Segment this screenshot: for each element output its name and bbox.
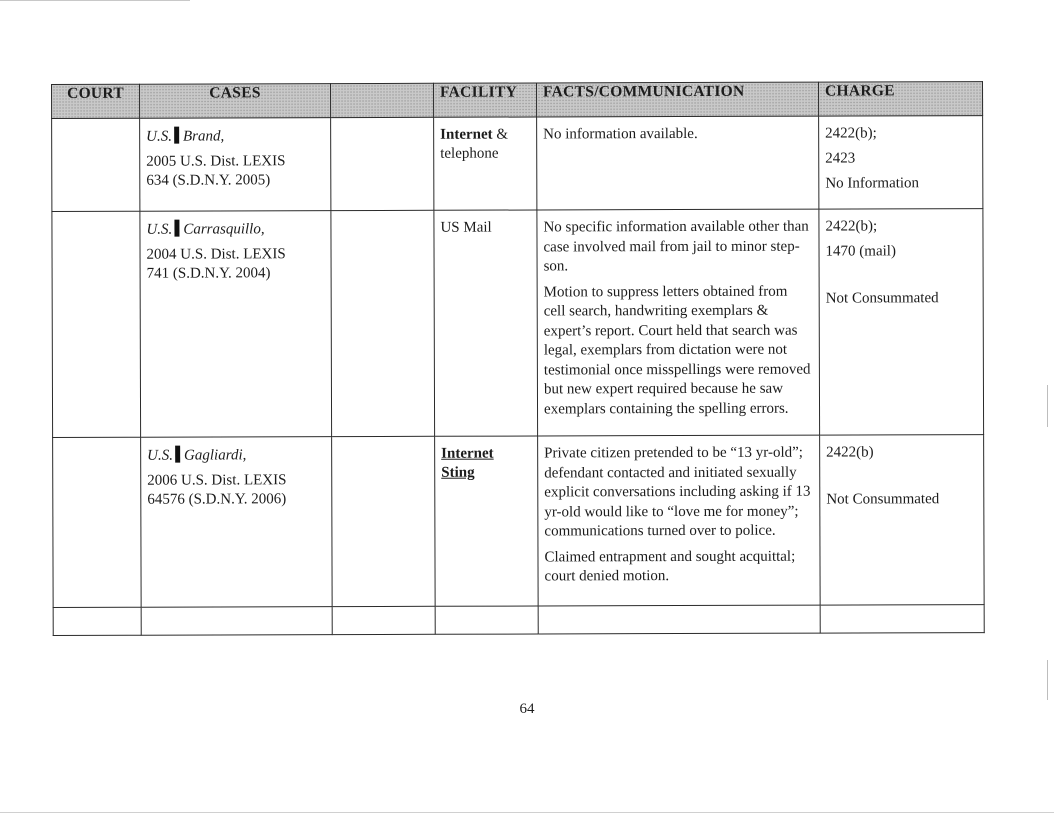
header-facts-label: FACTS/COMMUNICATION [543,82,745,101]
empty-cell [435,606,538,634]
facts-cell [537,209,820,436]
empty-cell [820,605,984,634]
blank-cell [331,210,435,436]
case-prefix: U.S. [147,447,174,464]
case-name [147,445,325,466]
facility-line [440,125,530,144]
empty-cell [53,607,141,635]
case-prefix: U.S. [146,221,173,238]
charge-line: 2422(b) [826,444,874,461]
table-row [52,209,984,438]
scan-edge-mark [1047,660,1048,700]
header-facility [433,83,536,117]
facility-bold: Internet [440,126,493,143]
facility-line: Internet [441,445,494,462]
cases-table [51,81,985,636]
case-cell [140,118,331,212]
facts-paragraph: No specific information available other than case involved mail from jail to minor step-son. [543,218,809,275]
scan-top-line [0,0,190,1]
redaction-mark [174,127,179,144]
court-cell [53,437,142,607]
charge-line: Not Consummated [826,491,940,508]
case-citation: 64576 (S.D.N.Y. 2006) [147,491,287,508]
case-citation: 741 (S.D.N.Y. 2004) [146,265,271,282]
blank-cell [331,117,434,210]
scan-bottom-line [0,812,1054,813]
header-charge [818,82,982,117]
case-party: Carrasquillo, [183,221,265,238]
charge-cell [819,209,984,436]
facts-paragraph: Claimed entrapment and sought acquittal; court denied motion. [544,548,796,585]
header-cases: CASES [140,84,331,119]
case-citation: 2004 U.S. Dist. LEXIS [146,246,286,263]
charge-line: No Information [825,175,920,192]
facility-cell [434,117,537,210]
facility-line: telephone [440,145,499,162]
case-name [146,219,324,240]
header-blank [331,83,434,117]
table-row [52,116,983,212]
charge-gap [826,468,977,490]
facility-line: Sting [441,464,475,481]
table-row-empty [53,605,984,636]
facts-paragraph: No information available. [543,125,698,143]
charge-line: 2422(b); [825,218,878,235]
header-facts [536,82,818,117]
empty-cell [332,606,435,634]
charge-line: 2423 [825,150,856,167]
case-prefix: U.S. [146,128,173,145]
charge-cell [819,116,983,210]
facts-cell [538,435,821,606]
redaction-mark [175,446,180,463]
case-name [146,126,324,147]
charge-line: 2422(b); [825,125,877,142]
charge-gap [826,267,977,289]
blank-cell [332,436,436,606]
case-party: Brand, [182,128,225,145]
facts-cell [537,116,819,210]
case-citation: 2005 U.S. Dist. LEXIS [146,153,286,170]
facts-paragraph: Private citizen pretended to be “13 yr-old”; defendant contacted and initiated sexually explicit conversations including asking if 13 yr-old would like to “love me for money”; communications turned over to police. [544,444,811,540]
charge-line: 1470 (mail) [825,243,896,260]
header-row [52,82,983,119]
case-cell [140,211,332,438]
empty-cell [538,605,820,634]
facility-cell [434,210,538,436]
court-cell [52,211,141,437]
scan-edge-mark [1047,385,1048,427]
facility-cell [435,436,539,606]
charge-line: Not Consummated [825,290,939,307]
facts-paragraph: Motion to suppress letters obtained from cell search, handwriting exemplars & expert’s report. Court held that search was legal, exemplars from dictation were not testimonial once misspellings were removed but new expert required because he saw exemplars containing the spelling errors. [543,283,811,417]
header-court: COURT [52,84,140,118]
table-row [53,435,985,608]
case-party: Gagliardi, [183,447,247,464]
case-citation: 2006 U.S. Dist. LEXIS [147,472,287,489]
facility-rest: & [492,126,509,143]
redaction-mark [174,220,179,237]
header-charge-label: CHARGE [824,82,895,100]
case-cell [141,437,333,608]
case-citation: 634 (S.D.N.Y. 2005) [146,172,271,189]
empty-cell [141,607,332,636]
court-cell [52,118,140,211]
facility-line: US Mail [440,219,492,236]
page-number: 64 [519,701,535,717]
header-facility-label: FACILITY [440,83,518,101]
charge-cell [820,435,985,606]
